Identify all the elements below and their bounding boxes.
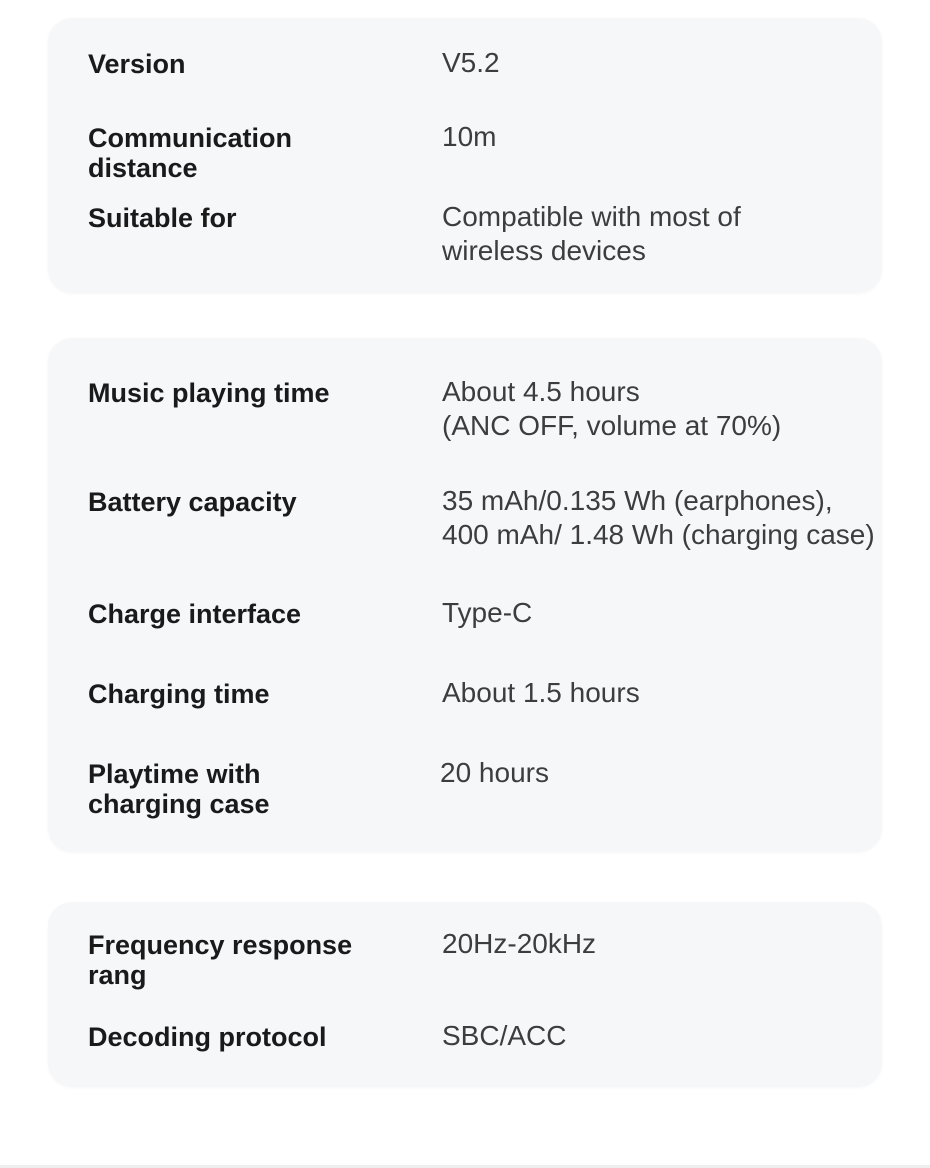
spec-label: Playtime with charging case [88,759,270,819]
spec-card-audio [48,902,882,1087]
spec-label: Charging time [88,679,270,709]
spec-value: Compatible with most of wireless devices [442,201,741,266]
spec-value: 35 mAh/0.135 Wh (earphones), 400 mAh/ 1.48 Wh (charging case) [442,485,875,550]
spec-label: Battery capacity [88,487,297,517]
spec-label: Version [88,49,186,79]
spec-label: Music playing time [88,378,330,408]
spec-value: About 1.5 hours [442,677,640,708]
spec-label: Frequency response rang [88,930,353,990]
spec-value: About 4.5 hours (ANC OFF, volume at 70%) [442,376,782,441]
spec-label: Decoding protocol [88,1022,327,1052]
spec-label: Charge interface [88,599,302,629]
spec-value: 10m [442,121,497,152]
spec-value: Type-C [442,597,533,628]
spec-value: 20 hours [440,757,549,788]
spec-value: V5.2 [442,47,500,78]
spec-value: SBC/ACC [442,1020,567,1051]
spec-label: Suitable for [88,203,237,233]
spec-card-general [48,18,882,293]
spec-value: 20Hz-20kHz [442,928,597,959]
spec-card-battery [48,338,882,852]
spec-label: Communication distance [88,123,293,183]
